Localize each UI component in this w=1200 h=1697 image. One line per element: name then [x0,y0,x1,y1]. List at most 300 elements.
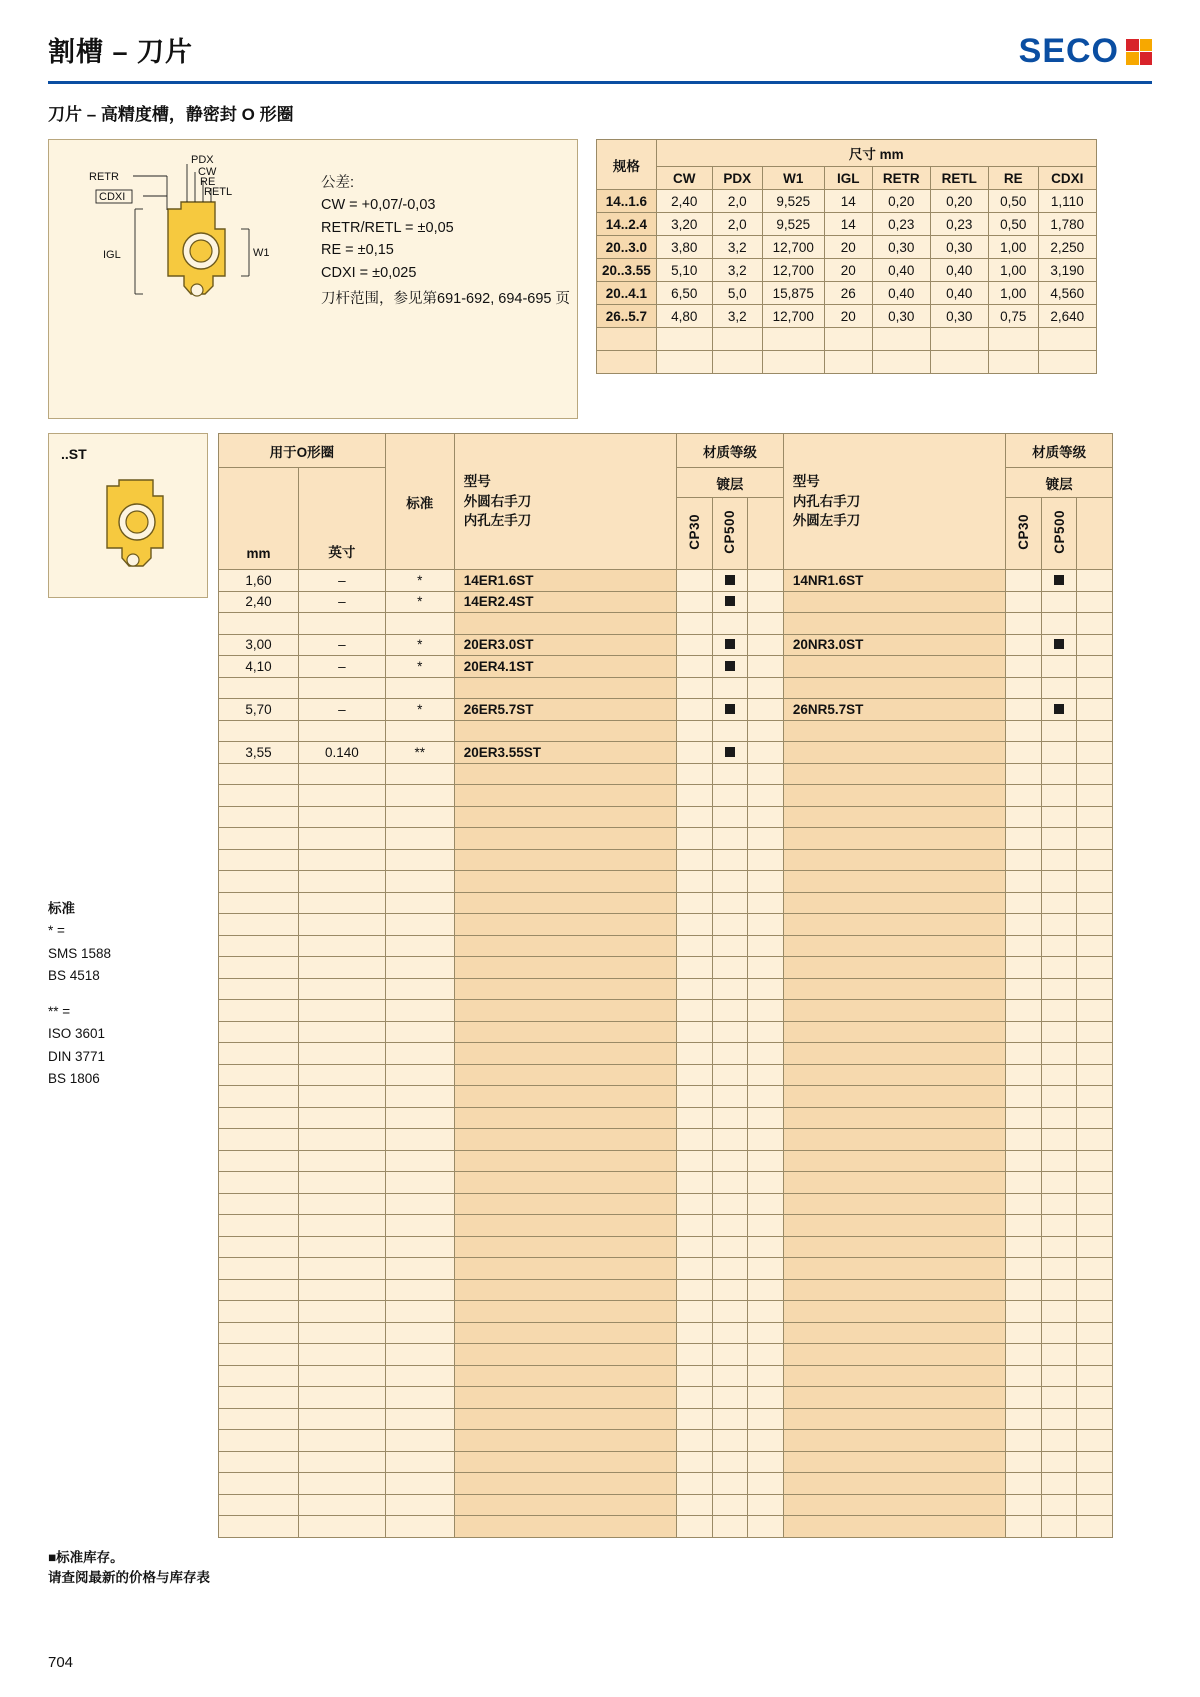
left-model-designation-empty [454,1107,676,1129]
left-grade-extra-cell-empty [748,806,784,828]
right-cp30-cell-empty [1006,1021,1042,1043]
left-grade-extra-cell [748,591,784,613]
left-cp30-header: CP30 [686,514,702,550]
svg-text:RETR: RETR [89,171,119,183]
dimension-row [597,259,1097,282]
right-model-designation [783,656,1005,678]
left-grade-extra-cell [748,634,784,656]
table-row-empty [219,1430,1113,1452]
dimension-cell: 3,2 [712,236,762,259]
dimension-cell: 0,40 [930,259,988,282]
right-grade-extra-cell-empty [1077,1215,1113,1237]
left-cp30-cell-empty [677,935,713,957]
dimension-cell: 3,190 [1038,259,1096,282]
standard-mark-empty [385,1494,454,1516]
dimension-cell: 20 [824,259,872,282]
dimension-row [597,282,1097,305]
right-cp30-cell-empty [1006,1193,1042,1215]
left-cp500-header: CP500 [722,510,738,554]
dim-group-header: 尺寸 mm [656,140,1096,167]
left-grade-extra-cell [748,699,784,721]
standard-mark [385,613,454,635]
right-grade-extra-cell-empty [1077,1322,1113,1344]
right-cp30-cell-empty [1006,1000,1042,1022]
oring-inch-empty [299,1430,386,1452]
dim-col-w1: W1 [762,167,824,190]
left-model-designation-empty [454,1236,676,1258]
left-model-designation-empty [454,1473,676,1495]
oring-mm-empty [219,935,299,957]
dimension-cell: 2,40 [656,190,712,213]
left-model-designation-empty [454,1494,676,1516]
svg-text:W1: W1 [253,247,270,259]
left-cp30-cell-empty [677,806,713,828]
table-row[interactable] [219,656,1113,678]
left-cp500-cell-empty [712,785,748,807]
right-model-designation-empty [783,828,1005,850]
right-model-designation-empty [783,806,1005,828]
dimension-cell: 12,700 [762,259,824,282]
oring-inch: – [299,570,386,592]
standard-mark-empty [385,1107,454,1129]
standard-mark-empty [385,828,454,850]
dimension-cell: 2,640 [1038,305,1096,328]
left-grade-extra-cell [748,677,784,699]
standard-mark-empty [385,1408,454,1430]
dimension-cell-empty [762,328,824,351]
left-cp500-cell-empty [712,1387,748,1409]
left-cp500-cell-empty [712,1344,748,1366]
oring-mm-empty [219,1258,299,1280]
dimension-cell: 2,250 [1038,236,1096,259]
table-row[interactable] [219,677,1113,699]
footer-line-1: ■标准库存。 [48,1549,124,1565]
oring-mm-empty [219,1430,299,1452]
right-cp30-cell-empty [1006,1258,1042,1280]
oring-inch-empty [299,1107,386,1129]
table-row-empty [219,935,1113,957]
right-grade-extra-cell-empty [1077,1365,1113,1387]
left-model-designation-empty [454,1172,676,1194]
oring-inch-empty [299,1387,386,1409]
right-model-designation-empty [783,1043,1005,1065]
left-cp30-cell-empty [677,1473,713,1495]
left-cp30-cell-empty [677,914,713,936]
standard-mark-empty [385,1344,454,1366]
standard-mark-empty [385,1129,454,1151]
left-model-designation-empty [454,806,676,828]
standard-mark-empty [385,1064,454,1086]
table-row-empty [219,1000,1113,1022]
right-model-designation-empty [783,871,1005,893]
oring-inch-empty [299,1193,386,1215]
dimension-cell-empty [597,328,657,351]
right-coating-header: 镀层 [1006,468,1113,498]
left-cp500-cell-empty [712,1021,748,1043]
dimension-cell: 2,0 [712,213,762,236]
oring-mm: 5,70 [219,699,299,721]
left-cp500-cell-empty [712,763,748,785]
left-model-designation-empty [454,763,676,785]
right-grade-extra-cell-empty [1077,1107,1113,1129]
left-model-designation-empty [454,957,676,979]
dimension-cell-empty [1038,328,1096,351]
table-row-empty [219,957,1113,979]
right-cp500-cell-empty [1041,806,1077,828]
stock-dot-icon [725,661,735,671]
dimension-cell-empty [872,328,930,351]
left-cp500-cell-empty [712,935,748,957]
dimension-cell: 0,20 [872,190,930,213]
standard-mark-empty [385,1086,454,1108]
left-model-line-0: 型号 [463,474,491,490]
right-cp30-cell-empty [1006,1451,1042,1473]
standard-mark-empty [385,1473,454,1495]
right-grade-extra-cell-empty [1077,978,1113,1000]
right-model-designation: 20NR3.0ST [783,634,1005,656]
left-model-designation-empty [454,1021,676,1043]
oring-mm-empty [219,1322,299,1344]
standard-mark-empty [385,1365,454,1387]
left-model-designation: 20ER3.55ST [454,742,676,764]
left-grade-extra-cell-empty [748,957,784,979]
left-cp30-cell-empty [677,1129,713,1151]
right-cp500-cell-empty [1041,1215,1077,1237]
right-cp30-cell-empty [1006,1430,1042,1452]
left-cp500-cell-empty [712,1043,748,1065]
right-cp500-cell-empty [1041,1430,1077,1452]
dimension-cell: 12,700 [762,305,824,328]
left-grade-extra-cell-empty [748,914,784,936]
standard-mark-empty [385,1301,454,1323]
oring-mm-empty [219,1193,299,1215]
left-grade-extra-cell-empty [748,1301,784,1323]
standard-mark: * [385,591,454,613]
oring-mm-empty [219,1408,299,1430]
dimension-cell: 0,50 [988,190,1038,213]
left-cp30-cell [677,699,713,721]
left-model-designation-empty [454,849,676,871]
dimension-cell: 12,700 [762,236,824,259]
oring-inch-empty [299,1172,386,1194]
left-model-designation-empty [454,935,676,957]
table-row-empty [219,1043,1113,1065]
dimension-cell: 14 [824,213,872,236]
right-cp500-cell [1041,677,1077,699]
left-grade-extra-cell-empty [748,1430,784,1452]
svg-text:CDXI: CDXI [99,191,126,203]
table-row[interactable] [219,591,1113,613]
left-grade-extra-cell-empty [748,935,784,957]
right-model-designation-empty [783,1064,1005,1086]
oring-inch-empty [299,1150,386,1172]
right-cp30-cell [1006,677,1042,699]
table-row[interactable] [219,634,1113,656]
left-cp30-cell-empty [677,1451,713,1473]
dimension-cell-empty [824,328,872,351]
left-cp30-cell-empty [677,1086,713,1108]
right-cp500-cell-empty [1041,828,1077,850]
left-model-designation-empty [454,1086,676,1108]
right-model-designation-empty [783,1451,1005,1473]
stock-dot-icon [725,639,735,649]
right-model-designation-empty [783,1258,1005,1280]
svg-text:PDX: PDX [191,154,214,166]
oring-inch-empty [299,957,386,979]
oring-inch-empty [299,1043,386,1065]
dimension-cell: 9,525 [762,190,824,213]
right-cp30-cell [1006,656,1042,678]
dim-col-retl: RETL [930,167,988,190]
right-model-designation-empty [783,914,1005,936]
oring-inch-empty [299,806,386,828]
left-grade-extra-cell-empty [748,1129,784,1151]
right-model-designation-empty [783,763,1005,785]
right-cp30-cell-empty [1006,914,1042,936]
right-cp500-cell-empty [1041,1408,1077,1430]
dimension-spec: 26..5.7 [597,305,657,328]
right-model-designation-empty [783,935,1005,957]
dimension-cell: 0,75 [988,305,1038,328]
right-model-designation-empty [783,978,1005,1000]
oring-inch-empty [299,1451,386,1473]
oring-inch [299,613,386,635]
standard-mark-empty [385,785,454,807]
table-row-empty [219,785,1113,807]
right-cp30-cell-empty [1006,1387,1042,1409]
dimension-cell-empty [988,328,1038,351]
left-cp500-cell-empty [712,1150,748,1172]
right-model-designation-empty [783,1387,1005,1409]
right-grade-extra-cell [1077,656,1113,678]
right-cp30-cell-empty [1006,871,1042,893]
right-grade-blank-header [1077,498,1113,570]
table-row-empty [219,1064,1113,1086]
left-cp500-cell-empty [712,1430,748,1452]
right-grade-extra-cell [1077,742,1113,764]
standard-mark-empty [385,935,454,957]
stock-dot-icon [725,747,735,757]
right-cp30-cell-empty [1006,1172,1042,1194]
standards-marker-1: ** = [48,1004,71,1020]
oring-mm-empty [219,1236,299,1258]
dimension-spec: 14..2.4 [597,213,657,236]
right-model-designation-empty [783,1516,1005,1538]
oring-inch-empty [299,978,386,1000]
dimension-cell-empty [712,351,762,374]
left-coating-header: 镀层 [677,468,784,498]
left-column [48,433,208,1090]
dimension-cell: 0,23 [930,213,988,236]
left-model-designation-empty [454,978,676,1000]
dimension-row [597,213,1097,236]
left-cp30-cell-empty [677,1064,713,1086]
table-row-empty [219,1258,1113,1280]
table-row-empty [219,828,1113,850]
left-cp30-cell-empty [677,957,713,979]
left-grade-extra-cell-empty [748,892,784,914]
right-cp500-cell-empty [1041,1172,1077,1194]
dim-col-igl: IGL [824,167,872,190]
right-model-designation-empty [783,1172,1005,1194]
oring-inch-empty [299,1344,386,1366]
oring-mm-empty [219,1365,299,1387]
right-cp500-cell [1041,742,1077,764]
left-cp500-cell [712,677,748,699]
left-grade-extra-cell-empty [748,1086,784,1108]
left-grade-extra-cell [748,613,784,635]
right-model-designation-empty [783,1236,1005,1258]
left-cp30-cell [677,677,713,699]
left-grade-extra-cell-empty [748,1387,784,1409]
left-grade-extra-cell [748,656,784,678]
right-grade-extra-cell-empty [1077,1344,1113,1366]
left-cp30-cell-empty [677,1193,713,1215]
left-cp30-cell-empty [677,785,713,807]
oring-inch: 0.140 [299,742,386,764]
oring-inch-empty [299,1215,386,1237]
dimension-cell: 0,30 [930,236,988,259]
left-cp30-cell-empty [677,763,713,785]
left-model-designation: 26ER5.7ST [454,699,676,721]
standard-mark-empty [385,1279,454,1301]
dimension-cell: 0,30 [930,305,988,328]
table-row[interactable] [219,570,1113,592]
left-cp500-cell-empty [712,828,748,850]
table-row[interactable] [219,720,1113,742]
oring-inch-empty [299,1258,386,1280]
right-grade-extra-cell-empty [1077,1236,1113,1258]
left-model-designation-empty [454,1430,676,1452]
left-cp30-cell-empty [677,1516,713,1538]
table-row-empty [219,1494,1113,1516]
stock-dot-icon [725,596,735,606]
left-cp30-cell-empty [677,1322,713,1344]
standard-mark-empty [385,1215,454,1237]
table-row-empty [219,1365,1113,1387]
right-cp500-cell [1041,570,1077,592]
right-model-designation-empty [783,1279,1005,1301]
left-cp500-cell-empty [712,1473,748,1495]
dim-col-retr: RETR [872,167,930,190]
right-grade-extra-cell-empty [1077,914,1113,936]
standard-mark: * [385,699,454,721]
left-model-line-1: 外圆右手刀 [463,493,532,509]
left-cp500-cell-empty [712,1451,748,1473]
left-cp500-cell-empty [712,1172,748,1194]
left-model-designation-empty [454,1301,676,1323]
left-cp500-cell-empty [712,1215,748,1237]
standard-mark-empty [385,914,454,936]
right-cp500-cell-empty [1041,1451,1077,1473]
dimension-cell: 0,40 [872,259,930,282]
dim-col-re: RE [988,167,1038,190]
left-cp500-cell [712,742,748,764]
left-grade-extra-cell-empty [748,1107,784,1129]
left-cp500-cell-empty [712,914,748,936]
right-model-designation-empty [783,1215,1005,1237]
left-grade-extra-cell-empty [748,1344,784,1366]
product-table [218,433,1113,1538]
right-model-designation-empty [783,1365,1005,1387]
dimension-cell-empty [930,328,988,351]
brand-name: SECO [1018,32,1119,70]
table-row[interactable] [219,699,1113,721]
st-insert-box [48,433,208,598]
standard-mark [385,677,454,699]
left-cp30-cell-empty [677,1408,713,1430]
right-cp30-cell-empty [1006,1365,1042,1387]
insert-dimension-diagram [63,154,313,334]
right-grade-extra-cell-empty [1077,1064,1113,1086]
oring-inch: – [299,634,386,656]
right-grade-extra-cell-empty [1077,935,1113,957]
left-model-designation-empty [454,892,676,914]
dimension-row [597,190,1097,213]
left-cp500-cell-empty [712,1258,748,1280]
dimension-cell: 4,80 [656,305,712,328]
oring-inch-empty [299,892,386,914]
oring-inch-empty [299,1236,386,1258]
tolerance-line-1: RETR/RETL = ±0,05 [321,219,454,236]
right-grade-extra-cell-empty [1077,1516,1113,1538]
dimension-spec: 14..1.6 [597,190,657,213]
standard-mark-empty [385,871,454,893]
left-model-designation-empty [454,1043,676,1065]
right-grade-extra-cell-empty [1077,1387,1113,1409]
oring-inch-empty [299,1279,386,1301]
dimension-cell-empty [656,351,712,374]
left-model-designation: 20ER3.0ST [454,634,676,656]
left-cp500-cell-empty [712,1064,748,1086]
oring-inch-empty [299,935,386,957]
dimension-spec: 20..3.0 [597,236,657,259]
oring-inch-empty [299,1494,386,1516]
left-grade-blank-header [748,498,784,570]
right-grade-extra-cell-empty [1077,763,1113,785]
left-grade-extra-cell-empty [748,1172,784,1194]
left-cp30-cell-empty [677,1215,713,1237]
left-cp500-cell-empty [712,1516,748,1538]
table-row[interactable] [219,613,1113,635]
standard-mark-empty [385,1516,454,1538]
standard-mark-empty [385,1043,454,1065]
right-cp30-cell [1006,699,1042,721]
right-cp30-cell-empty [1006,1322,1042,1344]
right-grade-extra-cell [1077,677,1113,699]
right-cp500-cell [1041,613,1077,635]
tolerance-line-2: RE = ±0,15 [321,242,394,259]
right-grade-extra-cell-empty [1077,828,1113,850]
table-row-empty [219,1344,1113,1366]
left-cp500-cell-empty [712,1279,748,1301]
dimension-row-empty [597,328,1097,351]
dimension-cell: 3,20 [656,213,712,236]
product-table-body [219,570,1113,1538]
right-model-designation: 14NR1.6ST [783,570,1005,592]
dimension-cell: 3,2 [712,259,762,282]
oring-mm-empty [219,1064,299,1086]
left-cp500-cell [712,720,748,742]
table-row-empty [219,806,1113,828]
table-row[interactable] [219,742,1113,764]
left-grade-extra-cell-empty [748,1043,784,1065]
right-cp30-cell-empty [1006,1215,1042,1237]
left-cp500-cell [712,613,748,635]
left-cp500-cell-empty [712,806,748,828]
table-row-empty [219,1473,1113,1495]
left-cp500-cell-empty [712,1129,748,1151]
